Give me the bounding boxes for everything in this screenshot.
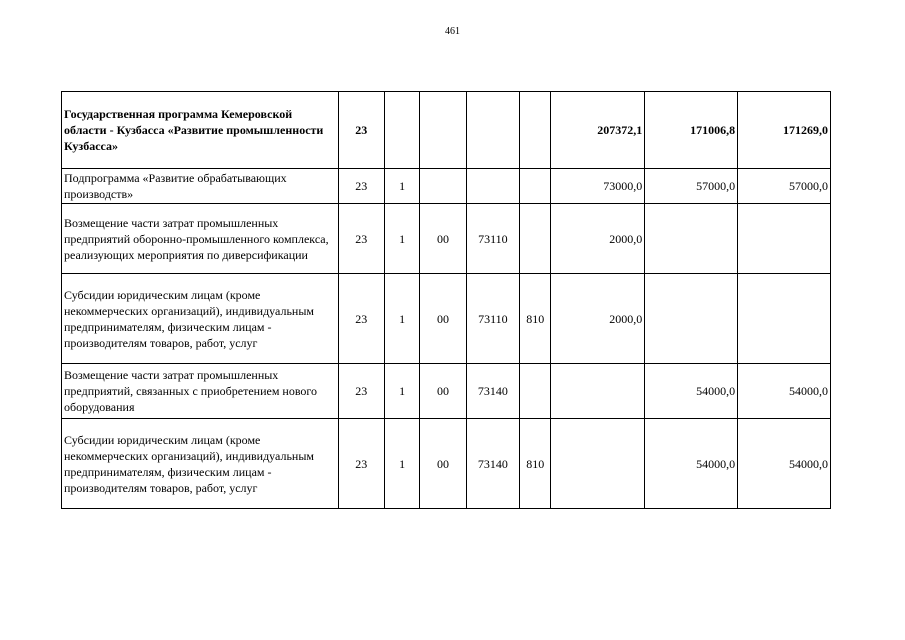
expense-code-cell: 73140: [466, 419, 519, 509]
expense-type-cell: 810: [520, 274, 551, 364]
amount-year2-cell: 171006,8: [645, 92, 738, 169]
direction-code-cell: 00: [420, 274, 466, 364]
subprogram-code-cell: [384, 92, 419, 169]
expense-code-cell: [466, 169, 519, 204]
item-name-cell: Субсидии юридическим лицам (кроме некоммерческих организаций), индивидуальным предпринимателям, физическим лицам - производителям товаров, работ, услуг: [62, 419, 339, 509]
program-code-cell: 23: [338, 92, 384, 169]
subprogram-code-cell: 1: [384, 364, 419, 419]
expense-code-cell: 73110: [466, 204, 519, 274]
subprogram-code-cell: 1: [384, 204, 419, 274]
amount-year2-cell: 54000,0: [645, 419, 738, 509]
expense-type-cell: 810: [520, 419, 551, 509]
amount-year3-cell: 54000,0: [738, 419, 831, 509]
amount-year2-cell: [645, 204, 738, 274]
table-row: [62, 169, 831, 204]
subprogram-code-cell: 1: [384, 274, 419, 364]
direction-code-cell: 00: [420, 419, 466, 509]
expense-code-cell: [466, 92, 519, 169]
table-row: [62, 204, 831, 274]
subprogram-code-cell: 1: [384, 169, 419, 204]
amount-year1-cell: [551, 419, 645, 509]
direction-code-cell: [420, 92, 466, 169]
item-name-cell: Подпрограмма «Развитие обрабатывающих производств»: [62, 169, 339, 204]
direction-code-cell: [420, 169, 466, 204]
expense-type-cell: [520, 364, 551, 419]
item-name-cell: Возмещение части затрат промышленных предприятий оборонно-промышленного комплекса, реализующих мероприятия по диверсификации: [62, 204, 339, 274]
direction-code-cell: 00: [420, 204, 466, 274]
amount-year2-cell: 57000,0: [645, 169, 738, 204]
amount-year1-cell: [551, 364, 645, 419]
expense-code-cell: 73140: [466, 364, 519, 419]
amount-year3-cell: 54000,0: [738, 364, 831, 419]
expense-type-cell: [520, 169, 551, 204]
table-row: [62, 92, 831, 169]
budget-table-body: [62, 92, 831, 509]
amount-year3-cell: [738, 274, 831, 364]
table-row: [62, 274, 831, 364]
table-row: [62, 364, 831, 419]
item-name-cell: Возмещение части затрат промышленных предприятий, связанных с приобретением нового оборудования: [62, 364, 339, 419]
amount-year3-cell: 171269,0: [738, 92, 831, 169]
amount-year1-cell: 2000,0: [551, 204, 645, 274]
expense-type-cell: [520, 92, 551, 169]
program-code-cell: 23: [338, 274, 384, 364]
amount-year1-cell: 207372,1: [551, 92, 645, 169]
table-row: [62, 419, 831, 509]
amount-year1-cell: 73000,0: [551, 169, 645, 204]
program-code-cell: 23: [338, 204, 384, 274]
amount-year1-cell: 2000,0: [551, 274, 645, 364]
budget-table: [61, 91, 831, 509]
program-code-cell: 23: [338, 169, 384, 204]
amount-year2-cell: 54000,0: [645, 364, 738, 419]
amount-year3-cell: 57000,0: [738, 169, 831, 204]
program-code-cell: 23: [338, 364, 384, 419]
program-code-cell: 23: [338, 419, 384, 509]
subprogram-code-cell: 1: [384, 419, 419, 509]
amount-year2-cell: [645, 274, 738, 364]
direction-code-cell: 00: [420, 364, 466, 419]
page-number: 461: [445, 26, 460, 37]
item-name-cell: Государственная программа Кемеровской области - Кузбасса «Развитие промышленности Кузбасса»: [62, 92, 339, 169]
item-name-cell: Субсидии юридическим лицам (кроме некоммерческих организаций), индивидуальным предпринимателям, физическим лицам - производителям товаров, работ, услуг: [62, 274, 339, 364]
amount-year3-cell: [738, 204, 831, 274]
expense-type-cell: [520, 204, 551, 274]
expense-code-cell: 73110: [466, 274, 519, 364]
